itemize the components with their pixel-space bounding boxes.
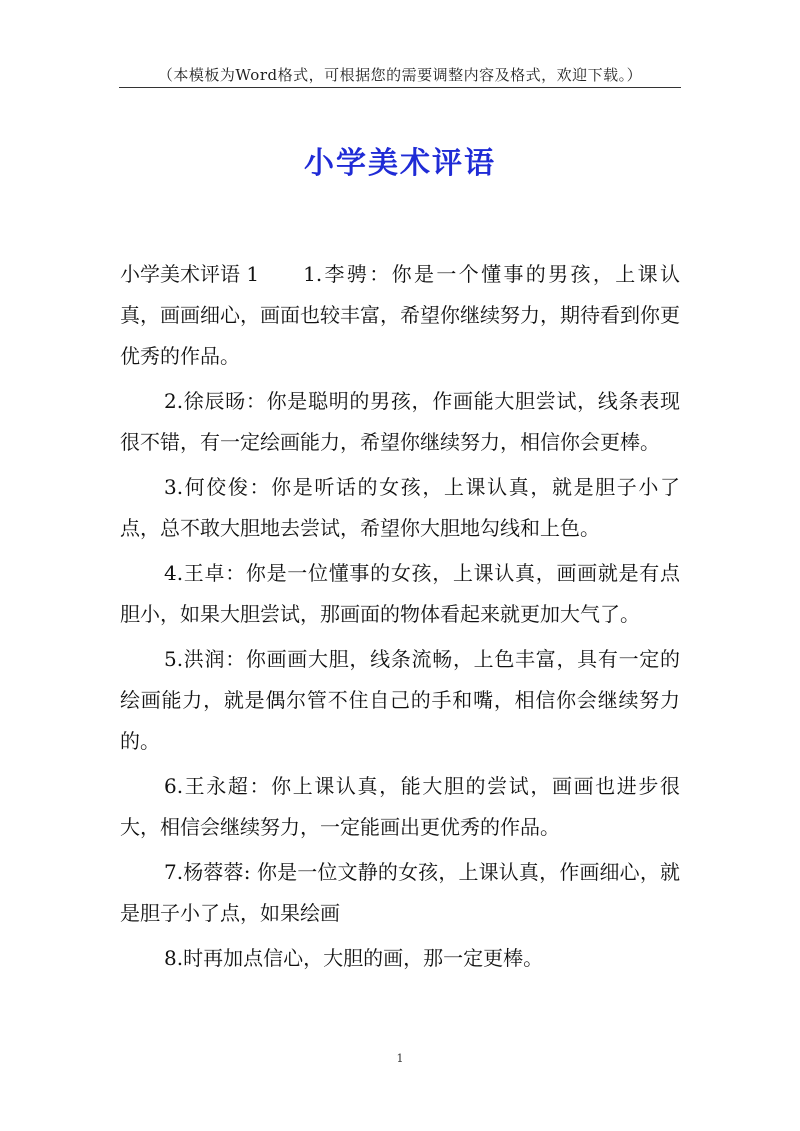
header-divider: [119, 87, 681, 88]
paragraph-8: 8.时再加点信心，大胆的画，那一定更棒。: [164, 946, 544, 970]
paragraph-1: [120, 254, 680, 377]
paragraph-3: 3.何佼俊：你是听话的女孩，上课认真，就是胆子小了点，总不敢大胆地去尝试，希望你大胆地勾线和上色。: [120, 475, 680, 540]
paragraph-6: 6.王永超：你上课认真，能大胆的尝试，画画也进步很大，相信会继续努力，一定能画出更优秀的作品。: [120, 774, 680, 839]
document-body: [120, 254, 680, 983]
paragraph-5: 5.洪润：你画画大胆，线条流畅，上色丰富，具有一定的绘画能力，就是偶尔管不住自己的手和嘴，相信你会继续努力的。: [120, 647, 680, 753]
page-number: 1: [396, 1052, 404, 1065]
paragraph-2: 2.徐辰旸：你是聪明的男孩，作画能大胆尝试，线条表现很不错，有一定绘画能力，希望你继续努力，相信你会更棒。: [120, 389, 680, 454]
paragraph-4: 4.王卓：你是一位懂事的女孩，上课认真，画画就是有点胆小，如果大胆尝试，那画面的物体看起来就更加大气了。: [120, 561, 680, 626]
header-note: （本模板为Word格式，可根据您的需要调整内容及格式，欢迎下载。）: [157, 66, 643, 84]
document-title: 小学美术评语: [304, 146, 496, 181]
first-paragraph-title: 小学美术评语 1: [120, 262, 260, 286]
paragraph-7: 7.杨蓉蓉: 你是一位文静的女孩，上课认真，作画细心，就是胆子小了点，如果绘画: [120, 860, 680, 925]
paragraph-1-text: 1.李骋：你是一个懂事的男孩，上课认真，画画细心，画面也较丰富，希望你继续努力，期待看到你更优秀的作品。: [120, 262, 680, 368]
